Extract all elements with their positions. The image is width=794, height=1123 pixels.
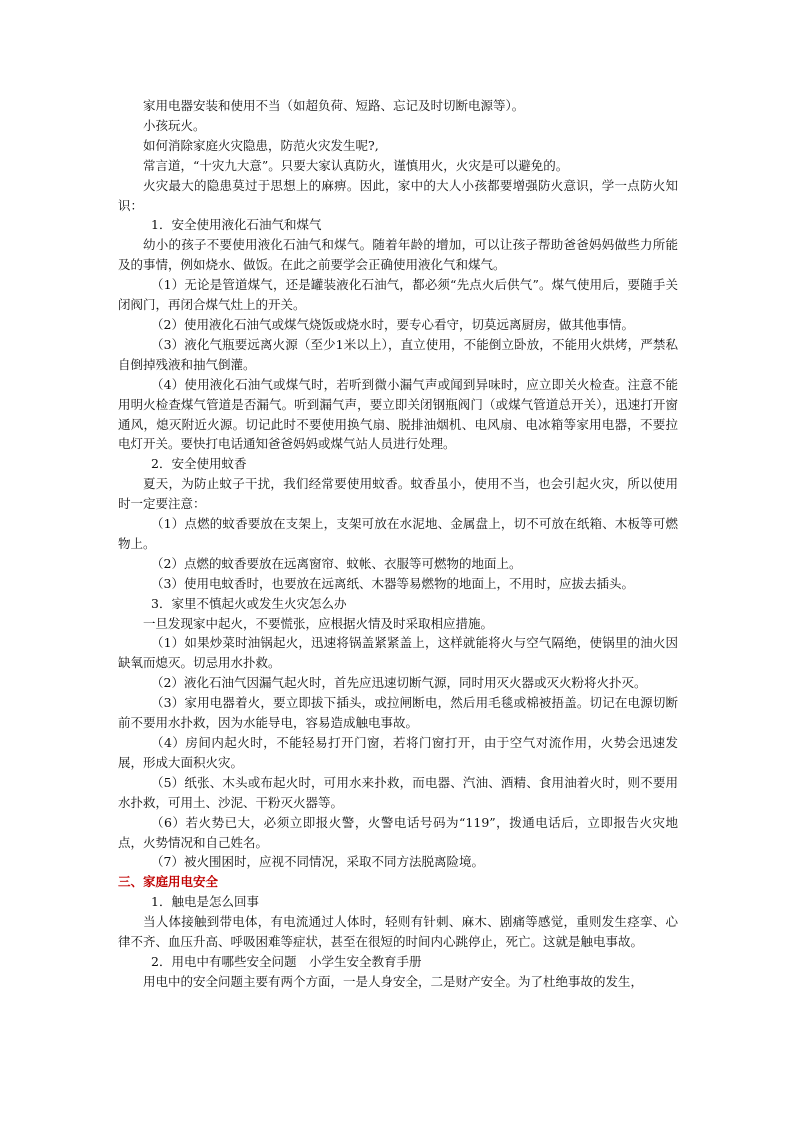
paragraph: （4）使用液化石油气或煤气时，若听到微小漏气声或闻到异味时，应立即关火检查。注意不能用明火检查煤气管道是否漏气。听到漏气声，要立即关闭钢瓶阀门（或煤气管道总开关），迅速打开窗通风，熄灭附近火源。切记此时不要使用换气扇、脱排油烟机、电风扇、电冰箱等家用电器，不要拉电灯开关。要快打电话通知爸爸妈妈或煤气站人员进行处理。: [118, 376, 678, 452]
paragraph: 家用电器安装和使用不当（如超负荷、短路、忘记及时切断电源等）。: [143, 98, 525, 113]
paragraph: （1）点燃的蚊香要放在支架上，支架可放在水泥地、金属盘上，切不可放在纸箱、木板等可燃物上。: [118, 516, 678, 551]
paragraph: 一旦发现家中起火，不要慌张，应根据火情及时采取相应措施。: [143, 615, 494, 631]
document-page: [118, 96, 678, 992]
paragraph: （3）使用电蚊香时，也要放在远离纸、木器等易燃物的地面上，不用时，应拔去插头。: [151, 575, 634, 591]
paragraph: （1）无论是管道煤气，还是罐装液化石油气，都必须“先点火后供气”。煤气使用后，要随手关闭阀门，再闭合煤气灶上的开关。: [118, 277, 678, 313]
paragraph: 如何消除家庭火灾隐患，防范火灾发生呢?,: [143, 137, 379, 153]
paragraph: 常言道，“十灾九大意”。只要大家认真防火，谨慎用火，火灾是可以避免的。: [143, 157, 569, 173]
paragraph: 小孩玩火。: [143, 117, 206, 133]
paragraph: 火灾最大的隐患莫过于思想上的麻痹。因此，家中的大人小孩都要增强防火意识，学一点防火知识：: [118, 177, 678, 213]
paragraph: （4）房间内起火时，不能轻易打开门窗，若将门窗打开，由于空气对流作用，火势会迅速发展，形成大面积火灾。: [118, 735, 678, 770]
paragraph: （1）如果炒菜时油锅起火，迅速将锅盖紧紧盖上，这样就能将火与空气隔绝，使锅里的油火因缺氧而熄灭。切忌用水扑救。: [118, 635, 678, 671]
paragraph: （2）点燃的蚊香要放在远离窗帘、蚊帐、衣服等可燃物的地面上。: [151, 555, 522, 571]
paragraph: （5）纸张、木头或布起火时，可用水来扑救，而电器、汽油、酒精、食用油着火时，则不要用水扑救，可用土、沙泥、干粉灭火器等。: [118, 774, 678, 810]
paragraph: （3）家用电器着火，要立即拔下插头，或拉闸断电，然后用毛毯或棉被捂盖。切记在电源切断前不要用水扑救，因为水能导电，容易造成触电事故。: [118, 695, 678, 731]
paragraph: 夏天，为防止蚊子干扰，我们经常要使用蚊香。蚊香虽小，使用不当，也会引起火灾，所以使用时一定要注意：: [118, 476, 678, 512]
paragraph: 1．触电是怎么回事: [151, 894, 259, 910]
paragraph: 幼小的孩子不要使用液化石油气和煤气。随着年龄的增加，可以让孩子帮助爸爸妈妈做些力所能及的事情，例如烧水、做饭。在此之前要学会正确使用液化气和煤气。: [118, 237, 678, 273]
paragraph: 2．安全使用蚊香: [151, 456, 247, 472]
section-heading: 三、家庭用电安全: [118, 874, 219, 890]
paragraph: 2．用电中有哪些安全问题 小学生安全教育手册: [151, 953, 422, 969]
paragraph: （2）液化石油气因漏气起火时，首先应迅速切断气源，同时用灭火器或灭火粉将火扑灭。: [151, 675, 647, 691]
paragraph: （7）被火围困时，应视不同情况，采取不同方法脱离险境。: [151, 854, 484, 870]
paragraph: （3）液化气瓶要远离火源（至少1米以上），直立使用，不能倒立卧放，不能用火烘烤，严禁私自倒掉残液和抽气倒灌。: [118, 336, 678, 372]
paragraph: 3．家里不慎起火或发生火灾怎么办: [151, 595, 347, 611]
paragraph: 1．安全使用液化石油气和煤气: [151, 217, 322, 233]
paragraph: 用电中的安全问题主要有两个方面，一是人身安全，二是财产安全。为了杜绝事故的发生，: [143, 973, 644, 989]
paragraph: （2）使用液化石油气或煤气烧饭或烧水时，要专心看守，切莫远离厨房，做其他事情。: [151, 316, 634, 332]
paragraph: （6）若火势已大，必须立即报火警，火警电话号码为“119”，拨通电话后，立即报告火灾地点，火势情况和自己姓名。: [118, 814, 678, 850]
paragraph: 当人体接触到带电体，有电流通过人体时，轻则有针刺、麻木、剧痛等感觉，重则发生痉挛、心律不齐、血压升高、呼吸困难等症状，甚至在很短的时间内心跳停止，死亡。这就是触电事故。: [118, 914, 678, 950]
